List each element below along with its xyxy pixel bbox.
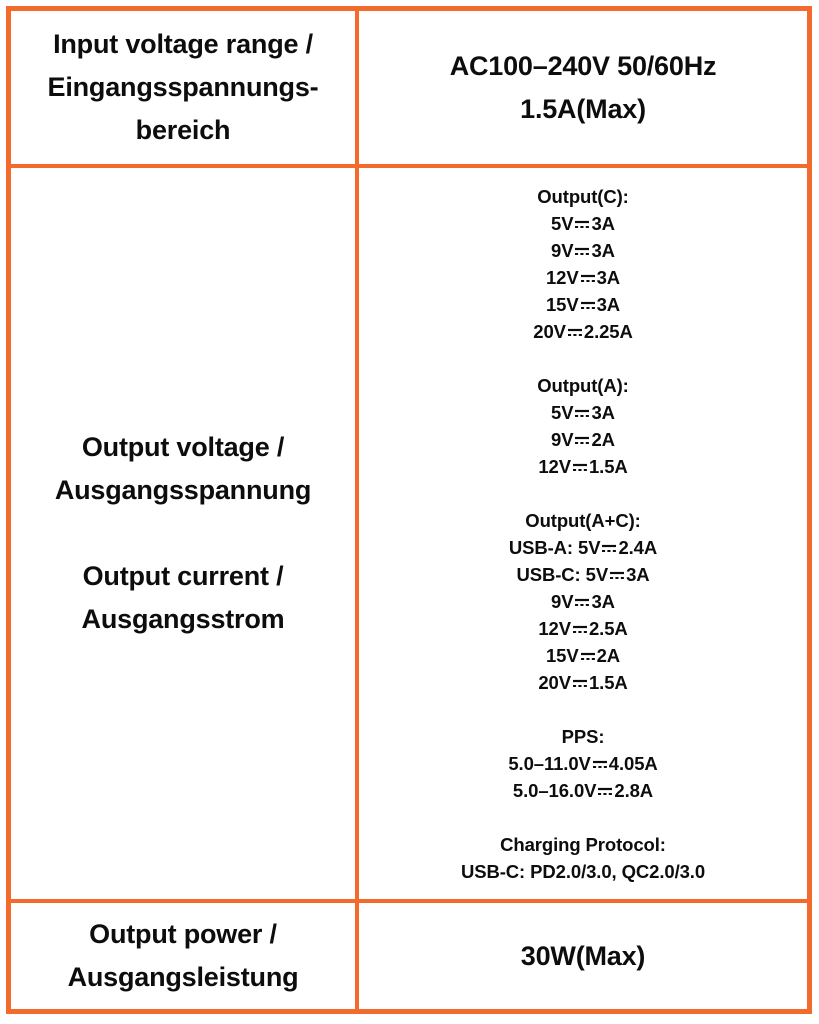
output-label-line: Output voltage / [81, 432, 285, 462]
input-voltage-label-line: bereich [135, 115, 231, 145]
spec-line [509, 534, 657, 561]
dc-symbol-icon [568, 328, 582, 337]
spec-line [551, 237, 615, 264]
spec-line [551, 399, 615, 426]
input-voltage-label-line: Input voltage range / [53, 29, 313, 59]
spec-voltage: USB-A: 5V [508, 536, 601, 558]
dc-symbol-icon [575, 247, 589, 256]
spec-voltage: 20V [538, 671, 571, 693]
spec-current: 3A [626, 563, 650, 585]
spec-line [546, 291, 620, 318]
spec-current: 4.05A [608, 752, 658, 774]
dc-symbol-icon [573, 679, 587, 688]
spec-line [538, 615, 627, 642]
input-voltage-label-cell [11, 11, 355, 164]
dc-symbol-icon [610, 571, 624, 580]
spec-line [546, 642, 620, 669]
spec-voltage: 20V [533, 320, 566, 342]
spec-current: 3A [591, 590, 615, 612]
spec-voltage: USB-C: 5V [516, 563, 609, 585]
spec-current: 3A [591, 401, 615, 423]
dc-symbol-icon [575, 436, 589, 445]
spec-voltage: 9V [551, 239, 574, 261]
spec-current: 1.5A [588, 671, 628, 693]
spec-table [6, 6, 812, 1014]
spec-line [551, 426, 615, 453]
spec-line [551, 588, 615, 615]
dc-symbol-icon [581, 652, 595, 661]
spec-line [538, 669, 627, 696]
output-power-label-line: Output power / [89, 919, 277, 949]
input-voltage-value-line: AC100–240V 50/60Hz [449, 50, 717, 81]
spec-line [516, 561, 649, 588]
output-specs-cell [359, 168, 807, 899]
spec-voltage: 5.0–11.0V [508, 752, 591, 774]
spec-current: 2.25A [583, 320, 633, 342]
dc-symbol-icon [593, 760, 607, 769]
dc-symbol-icon [575, 409, 589, 418]
spec-voltage: 5V [551, 212, 574, 234]
spec-plain-line: USB-C: PD2.0/3.0, QC2.0/3.0 [460, 860, 706, 882]
spec-voltage: 9V [551, 428, 574, 450]
spec-current: 3A [591, 239, 615, 261]
spec-group-title: PPS: [561, 725, 605, 747]
spec-current: 3A [596, 266, 621, 288]
dc-symbol-icon [575, 220, 589, 229]
dc-symbol-icon [573, 463, 587, 472]
spec-group-title: Output(A): [537, 374, 629, 396]
spec-current: 2.8A [614, 779, 654, 801]
spec-current: 2A [591, 428, 615, 450]
output-power-value-cell [359, 903, 807, 1009]
input-voltage-label-line: Eingangsspannungs- [47, 72, 319, 102]
spec-line [538, 453, 627, 480]
spec-current: 2.4A [618, 536, 658, 558]
output-label-line: Ausgangsspannung [54, 475, 312, 505]
spec-current: 2A [596, 644, 621, 666]
output-label-line: Ausgangsstrom [81, 604, 285, 634]
input-voltage-value-cell [359, 11, 807, 164]
spec-group-title: Output(A+C): [525, 509, 641, 531]
spec-current: 1.5A [588, 455, 628, 477]
spec-voltage: 5V [551, 401, 574, 423]
dc-symbol-icon [573, 625, 587, 634]
spec-line [508, 750, 657, 777]
input-voltage-value-line: 1.5A(Max) [520, 93, 646, 124]
spec-voltage: 9V [551, 590, 574, 612]
spec-current: 3A [591, 212, 615, 234]
output-power-label-cell [11, 903, 355, 1009]
spec-voltage: 15V [545, 644, 579, 666]
dc-symbol-icon [581, 274, 595, 283]
output-power-label-line: Ausgangsleistung [67, 962, 299, 992]
spec-line [546, 264, 620, 291]
spec-group-title: Charging Protocol: [500, 833, 666, 855]
spec-line [551, 210, 615, 237]
spec-group-title: Output(C): [537, 185, 629, 207]
spec-voltage: 12V [545, 266, 579, 288]
dc-symbol-icon [575, 598, 589, 607]
dc-symbol-icon [581, 301, 595, 310]
spec-line [533, 318, 633, 345]
spec-voltage: 12V [538, 617, 571, 639]
dc-symbol-icon [598, 787, 612, 796]
spec-current: 2.5A [588, 617, 628, 639]
spec-line [513, 777, 653, 804]
output-voltage-current-label-cell [11, 168, 355, 899]
output-label-line: Output current / [82, 561, 284, 591]
spec-voltage: 5.0–16.0V [512, 779, 597, 801]
output-power-value: 30W(Max) [520, 940, 646, 971]
spec-voltage: 15V [545, 293, 579, 315]
spec-current: 3A [596, 293, 621, 315]
dc-symbol-icon [602, 544, 616, 553]
spec-voltage: 12V [538, 455, 571, 477]
